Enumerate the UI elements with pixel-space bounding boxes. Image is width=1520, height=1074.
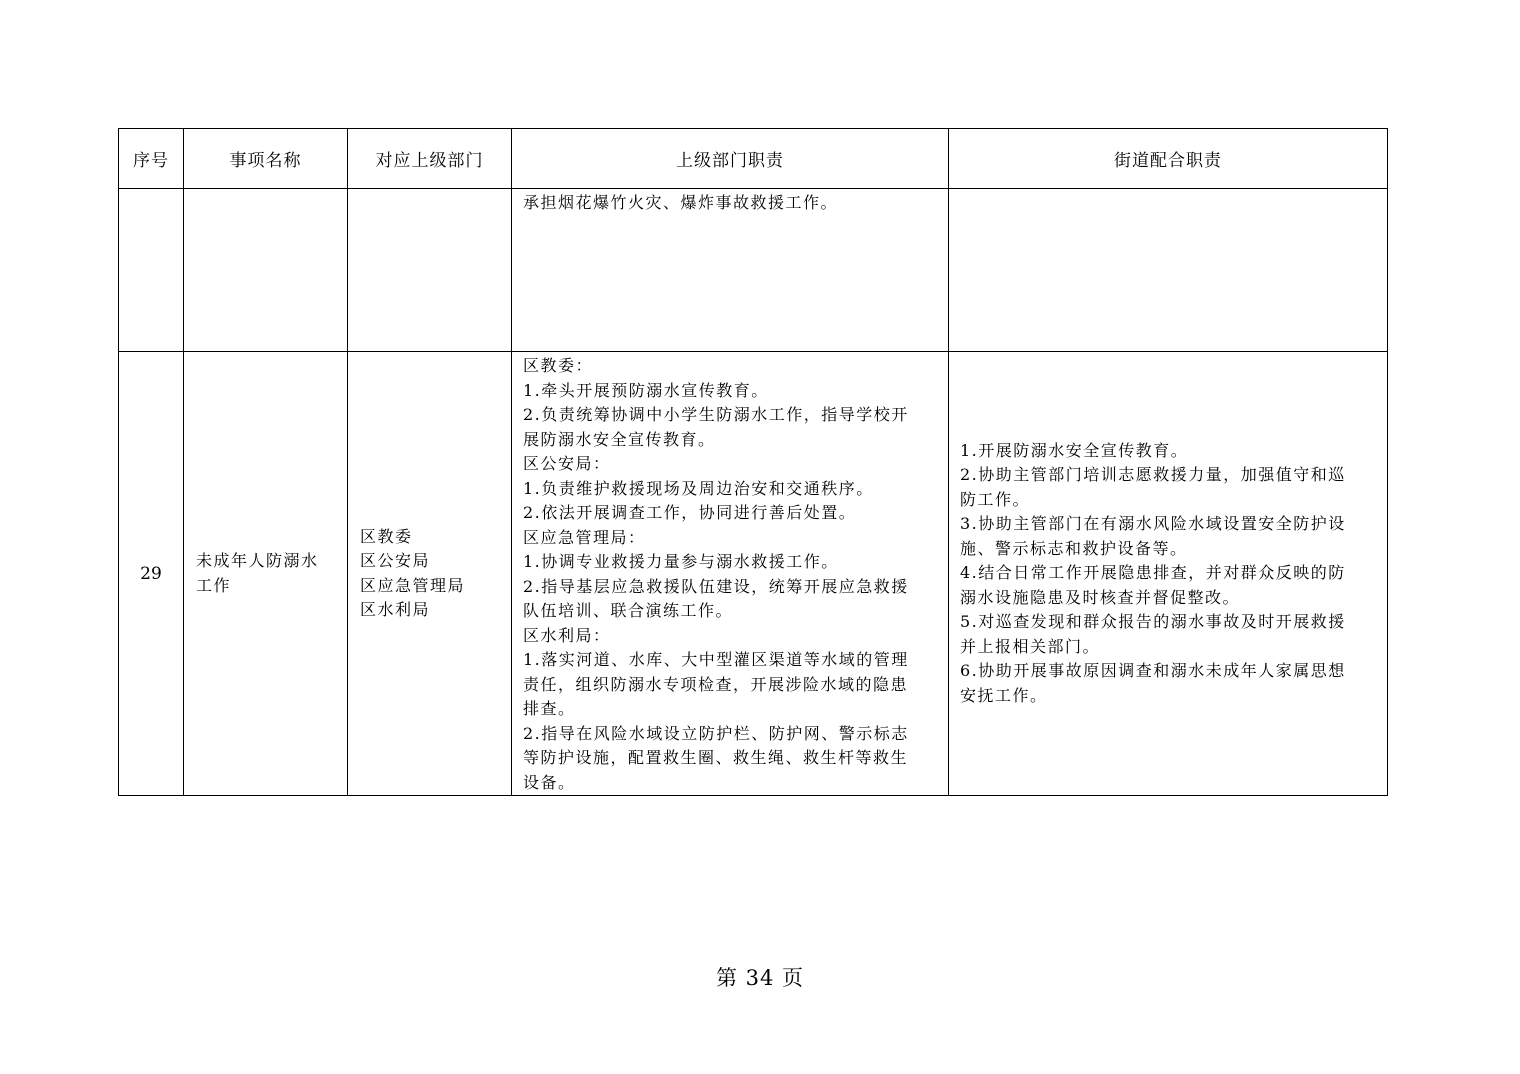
header-item-name: 事项名称 [184,129,348,189]
row29-dept-cell [348,352,512,796]
row29-seq: 29 [140,563,162,584]
page-number: 第 34 页 [715,966,805,990]
cont-street-duty [949,189,1387,191]
table-row-continuation [119,189,1388,352]
row29-upper-duty: 区教委： 1.牵头开展预防溺水宣传教育。 2.负责统筹协调中小学生防溺水工作，指导学校开 展防溺水安全宣传教育。 区公安局： 1.负责维护救援现场及周边治安和交通秩序。 2.依法开展调查工作，协同进行善后处置。 区应急管理局： 1.协调专业救援力量参与溺水救援工作。 2.指导基层应急救援队伍建设，统筹开展应急救援 队伍培训、联合演练工作。 区水利局： 1.落实河道、水库、大中型灌区渠道等水域的管理 责任，组织防溺水专项检查，开展涉险水域的隐患 排查。 2.指导在风险水域设立防护栏、防护网、警示标志 等防护设施，配置救生圈、救生绳、救生杆等救生 设备。 [523,356,909,792]
row29-upper-duty-cell [512,352,949,796]
header-seq: 序号 [119,129,184,189]
header-street-duty: 街道配合职责 [949,129,1388,189]
cont-seq-cell [119,189,184,352]
cont-upper-duty-cell [512,189,949,352]
table-header-row [119,129,1388,189]
row29-street-duty-cell [949,352,1388,796]
row29-street-duty: 1.开展防溺水安全宣传教育。 2.协助主管部门培训志愿救援力量，加强值守和巡 防工作。 3.协助主管部门在有溺水风险水域设置安全防护设 施、警示标志和救护设备等。 4.结合日常工作开展隐患排查，并对群众反映的防 溺水设施隐患及时核查并督促整改。 5.对巡查发现和群众报告的溺水事故及时开展救援 并上报相关部门。 6.协助开展事故原因调查和溺水未成年人家属思想 安抚工作。 [960,440,1346,705]
row29-dept: 区教委 区公安局 区应急管理局 区水利局 [360,526,466,619]
header-upper-dept: 对应上级部门 [348,129,512,189]
cont-name-cell [184,189,348,352]
header-upper-duty: 上级部门职责 [512,129,949,189]
duty-table [118,128,1388,796]
cont-street-duty-cell [949,189,1388,352]
cont-name [184,189,347,191]
cont-dept [348,189,511,191]
row29-seq-cell [119,352,184,796]
row29-name-cell [184,352,348,796]
cont-dept-cell [348,189,512,352]
table-row-29 [119,352,1388,796]
cont-upper-duty: 承担烟花爆竹火灾、爆炸事故救援工作。 [523,193,839,212]
row29-name: 未成年人防溺水 工作 [196,551,319,595]
